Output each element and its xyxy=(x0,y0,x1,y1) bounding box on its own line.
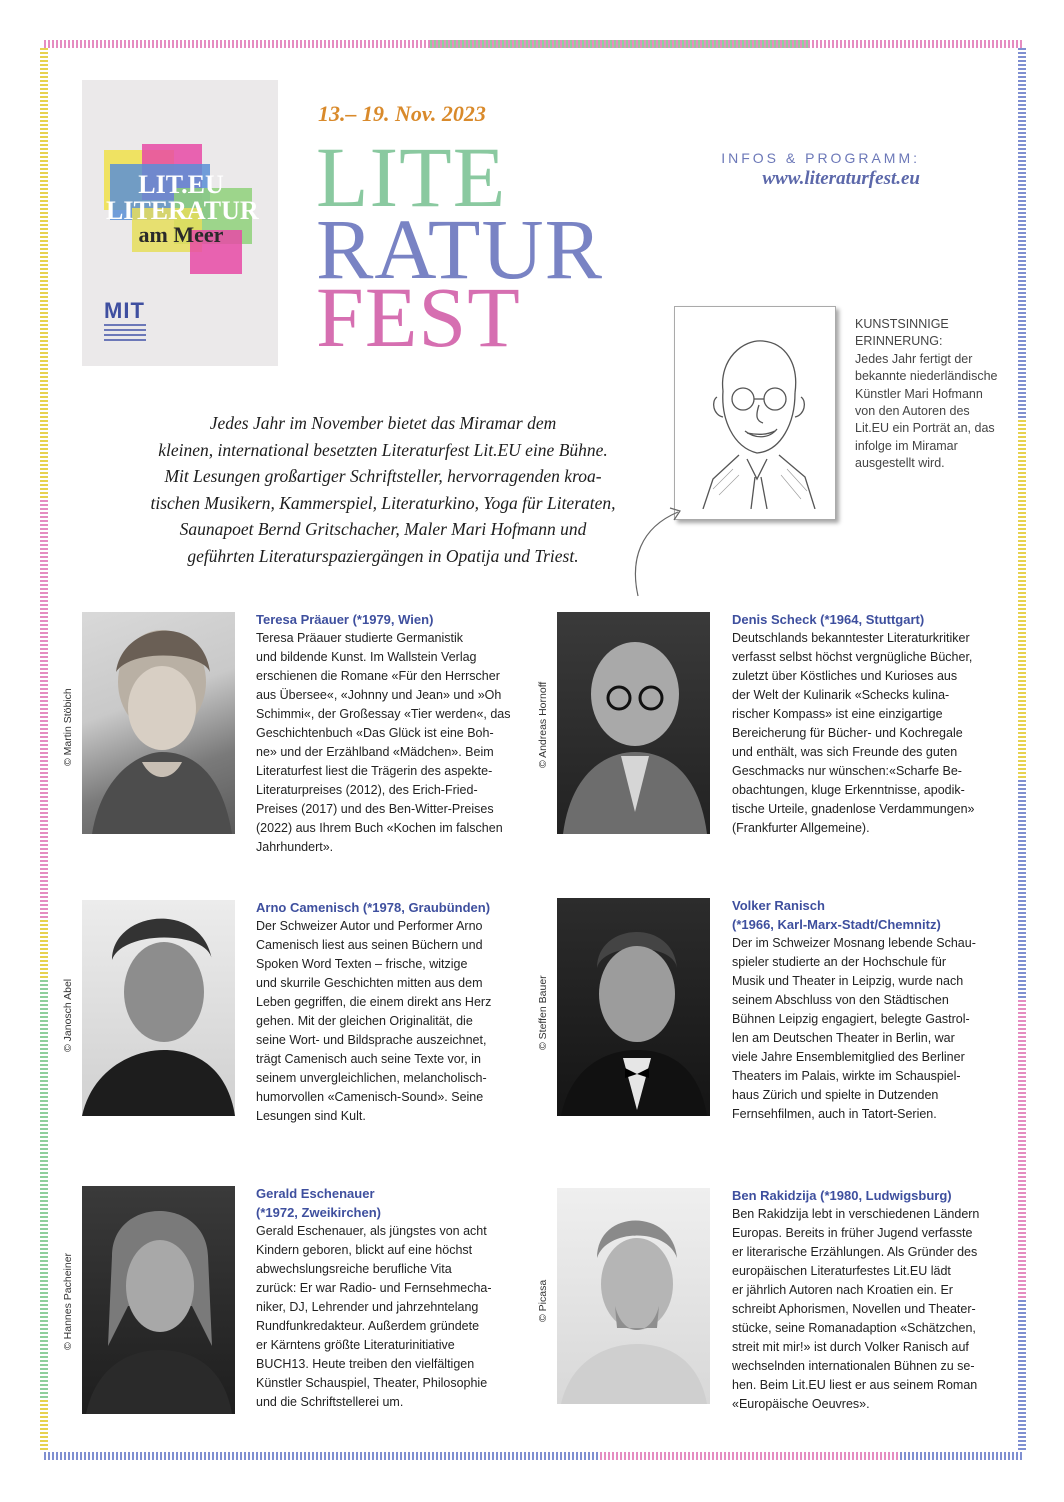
author-bio-line: trägt Camenisch auch seine Texte vor, in xyxy=(256,1052,481,1066)
author-bio-line: Geschichtenbuch «Das Glück ist eine Boh- xyxy=(256,726,494,740)
poster-title-line2: LITERATUR xyxy=(106,196,259,225)
author-bio-line: niker, DJ, Lehrender und jahrzehntelang xyxy=(256,1300,479,1314)
author-bio-line: er jährlich Autoren nach Kroatien ein. Er xyxy=(732,1283,953,1297)
author-bio-line: Lesungen sind Kult. xyxy=(256,1109,366,1123)
author-bio-line: erschienen die Romane «Für den Herrscher xyxy=(256,669,500,683)
intro-line: tischen Musikern, Kammerspiel, Literaturkino, Yoga für Literaten, xyxy=(150,492,616,513)
author-bio-line: er literarische Erzählungen. Als Gründer des xyxy=(732,1245,978,1259)
intro-paragraph xyxy=(80,410,686,569)
infos-label: INFOS & PROGRAMM: xyxy=(721,150,920,166)
author-photo-denis-scheck xyxy=(557,612,710,834)
author-bio-line: Gerald Eschenauer, als jüngstes von acht xyxy=(256,1224,487,1238)
author-bio-line: und bildende Kunst. Im Wallstein Verlag xyxy=(256,650,477,664)
poster-logo: MIT xyxy=(104,298,145,323)
author-name: Arno Camenisch (*1978, Graubünden) xyxy=(256,900,491,915)
author-entry-arno-camenisch xyxy=(256,898,526,1126)
festival-dates: 13.– 19. Nov. 2023 xyxy=(318,101,486,126)
author-bio-line: Der Schweizer Autor und Performer Arno xyxy=(256,919,483,933)
author-name-detail: (*1972, Zweikirchen) xyxy=(256,1205,381,1220)
portrait-sketch xyxy=(683,319,829,509)
author-bio-line: Geschmacks nur wünschen:«Scharfe Be- xyxy=(732,764,962,778)
author-bio-line: europäischen Literaturfestes Lit.EU lädt xyxy=(732,1264,951,1278)
author-name: Denis Scheck (*1964, Stuttgart) xyxy=(732,612,925,627)
author-bio-line: seinem unvergleichlichen, melancholisch- xyxy=(256,1071,487,1085)
author-bio-line: schreibt Aphorismen, Novellen und Theater- xyxy=(732,1302,976,1316)
author-name: Teresa Präauer (*1979, Wien) xyxy=(256,612,434,627)
author-bio-line: Der im Schweizer Mosnang lebende Schau- xyxy=(732,936,976,950)
author-bio-line: (2022) aus Ihrem Buch «Kochen im falschen xyxy=(256,821,503,835)
author-entry-gerald-eschenauer xyxy=(256,1184,526,1412)
aside-text: Jedes Jahr fertigt der bekannte niederländische Künstler Mari Hofmann von den Autoren des Lit.EU ein Porträt an, das infolge im Miramar ausgestellt wird. xyxy=(855,351,998,471)
author-bio-line: aus Übersee«, «Johnny und Jean» und »Oh xyxy=(256,688,502,702)
title-line-1: LITE xyxy=(316,129,507,225)
author-photo-ben-rakidzija xyxy=(557,1188,710,1404)
author-bio-line: streit mit mir!» ist durch Volker Ranisch auf xyxy=(732,1340,969,1354)
author-bio-line: Fernsehfilmen, auch in Tatort-Serien. xyxy=(732,1107,937,1121)
author-bio-line: Künstler Schauspiel, Theater, Philosophie xyxy=(256,1376,488,1390)
author-bio-line: Ben Rakidzija lebt in verschiedenen Ländern xyxy=(732,1207,980,1221)
website-link[interactable]: www.literaturfest.eu xyxy=(762,168,920,189)
author-bio-line: Deutschlands bekanntester Literaturkritiker xyxy=(732,631,970,645)
title-line-3: FEST xyxy=(316,269,521,365)
author-bio-line: Spoken Word Texten – frische, witzige xyxy=(256,957,468,971)
author-bio-line: der Welt der Kulinarik «Schecks kulina- xyxy=(732,688,950,702)
border-left-accent xyxy=(40,500,48,920)
author-bio-line: tische Urteile, gnadenlose Verdammungen» xyxy=(732,802,975,816)
photo-credit: © Steffen Bauer xyxy=(537,975,549,1050)
author-bio-line: stücke, seine Romanadaption «Schätzchen, xyxy=(732,1321,976,1335)
poster-logo-lines xyxy=(104,324,146,344)
intro-line: kleinen, international besetzten Literaturfest Lit.EU eine Bühne. xyxy=(158,439,608,460)
author-bio-line: haus Zürich und spielte in Dutzenden xyxy=(732,1088,939,1102)
author-bio-line: seinem Abschluss von den Städtischen xyxy=(732,993,949,1007)
author-bio-line: Camenisch liest aus seinen Büchern und xyxy=(256,938,483,952)
border-top-accent xyxy=(430,40,810,48)
author-bio-line: Jahrhundert». xyxy=(256,840,334,854)
author-bio-line: Teresa Präauer studierte Germanistik xyxy=(256,631,464,645)
author-photo-gerald-eschenauer xyxy=(82,1186,235,1414)
poster-title-line1: LIT.EU xyxy=(138,170,224,199)
author-entry-volker-ranisch xyxy=(732,896,1012,1124)
border-right-accent-2 xyxy=(1018,1000,1026,1300)
author-bio-line: Bereicherung für Bücher- und Kochregale xyxy=(732,726,963,740)
author-name: Gerald Eschenauer xyxy=(256,1186,375,1201)
festival-poster xyxy=(82,80,278,366)
author-bio-line: spieler studierte an der Hochschule für xyxy=(732,955,947,969)
author-bio-line: hen. Beim Lit.EU liest er aus seinem Roman xyxy=(732,1378,978,1392)
author-bio-line: wechselnden internationalen Bühnen zu se- xyxy=(732,1359,975,1373)
intro-line: geführten Literaturspaziergängen in Opatija und Triest. xyxy=(187,545,579,566)
author-name: Volker Ranisch xyxy=(732,898,825,913)
author-bio-line: und die Schriftstellerei um. xyxy=(256,1395,404,1409)
author-bio-line: zuletzt über Köstliches und Kurioses aus xyxy=(732,669,958,683)
author-bio-line: abwechslungsreiche berufliche Vita xyxy=(256,1262,452,1276)
author-photo-arno-camenisch xyxy=(82,900,235,1116)
author-name: Ben Rakidzija (*1980, Ludwigsburg) xyxy=(732,1188,952,1203)
author-bio-line: ne» und der Erzählband «Mädchen». Beim xyxy=(256,745,494,759)
intro-line: Mit Lesungen großartiger Schriftsteller, hervorragenden kroa- xyxy=(164,466,602,486)
aside-note xyxy=(855,316,1005,473)
photo-credit: © Martin Stöbich xyxy=(62,688,74,766)
author-bio-line: len am Deutschen Theater in Berlin, war xyxy=(732,1031,955,1045)
intro-line: Jedes Jahr im November bietet das Miramar dem xyxy=(209,413,557,433)
aside-heading-line2: ERINNERUNG: xyxy=(855,334,943,349)
author-bio-line: Europas. Bereits in früher Jugend verfasste xyxy=(732,1226,973,1240)
author-bio-line: zurück: Er war Radio- und Fernsehmecha- xyxy=(256,1281,492,1295)
photo-credit: © Hannes Pacheiner xyxy=(62,1252,74,1350)
author-bio-line: Kindern geboren, blickt auf eine höchst xyxy=(256,1243,473,1257)
poster-title-line3: am Meer xyxy=(138,222,224,247)
author-bio-line: Preises (2017) und des Ben-Witter-Preises xyxy=(256,802,494,816)
border-right-accent xyxy=(1018,420,1026,780)
intro-line: Saunapoet Bernd Gritschacher, Maler Mari Hofmann und xyxy=(179,519,587,539)
author-bio-line: verfasst selbst höchst vergnügliche Bücher, xyxy=(732,650,973,664)
author-bio-line: und skurrile Geschichten mitten aus dem xyxy=(256,976,483,990)
author-bio-line: seine Wort- und Bildsprache auszeichnet, xyxy=(256,1033,487,1047)
photo-credit: © Janosch Abel xyxy=(62,978,74,1052)
author-entry-denis-scheck xyxy=(732,610,1012,838)
author-bio-line: rischer Kompass» ist eine einzigartige xyxy=(732,707,943,721)
author-bio-line: obachtungen, kluge Erkenntnisse, apodik- xyxy=(732,783,965,797)
photo-credit: © Picasa xyxy=(537,1279,549,1322)
aside-heading-line1: KUNSTSINNIGE xyxy=(855,317,949,331)
border-bottom-accent xyxy=(600,1452,900,1460)
photo-credit: © Andreas Hornoff xyxy=(537,681,549,768)
author-entry-teresa-praeauer xyxy=(256,610,526,857)
author-photo-teresa-praeauer xyxy=(82,612,235,834)
author-bio-line: (Frankfurter Allgemeine). xyxy=(732,821,870,835)
author-bio-line: viele Jahre Ensemblemitglied des Berliner xyxy=(732,1050,965,1064)
author-bio-line: humorvollen «Camenisch-Sound». Seine xyxy=(256,1090,484,1104)
portrait-sketch-frame xyxy=(674,306,836,520)
author-entry-ben-rakidzija xyxy=(732,1186,1012,1414)
author-bio-line: Bühnen Leipzig engagiert, belegte Gastrol- xyxy=(732,1012,970,1026)
border-left-accent-2 xyxy=(40,980,48,1400)
poster-title xyxy=(106,170,259,247)
author-bio-line: Literaturfest liest die Trägerin des aspekte- xyxy=(256,764,493,778)
author-name-detail: (*1966, Karl-Marx-Stadt/Chemnitz) xyxy=(732,917,941,932)
author-bio-line: er Kärntens größte Literaturinitiative xyxy=(256,1338,455,1352)
author-photo-volker-ranisch xyxy=(557,898,710,1116)
author-bio-line: Literaturpreises (2012), des Erich-Fried- xyxy=(256,783,478,797)
author-bio-line: gehen. Mit der gleichen Originalität, die xyxy=(256,1014,473,1028)
author-bio-line: BUCH13. Heute treiben den vielfältigen xyxy=(256,1357,475,1371)
author-bio-line: «Europäische Oeuvres». xyxy=(732,1397,870,1411)
author-bio-line: Rundfunkredakteur. Außerdem gründete xyxy=(256,1319,480,1333)
author-bio-line: Schimmi«, der Großessay «Tier werden«, das xyxy=(256,707,511,721)
author-bio-line: Theaters im Palais, wirkte im Schauspiel- xyxy=(732,1069,961,1083)
author-bio-line: Leben gegriffen, die einem direkt ans Herz xyxy=(256,995,492,1009)
author-bio-line: Musik und Theater in Leipzig, wurde nach xyxy=(732,974,964,988)
author-bio-line: und enthält, was sich Freunde des guten xyxy=(732,745,958,759)
title-line-2: RATUR xyxy=(316,201,603,297)
